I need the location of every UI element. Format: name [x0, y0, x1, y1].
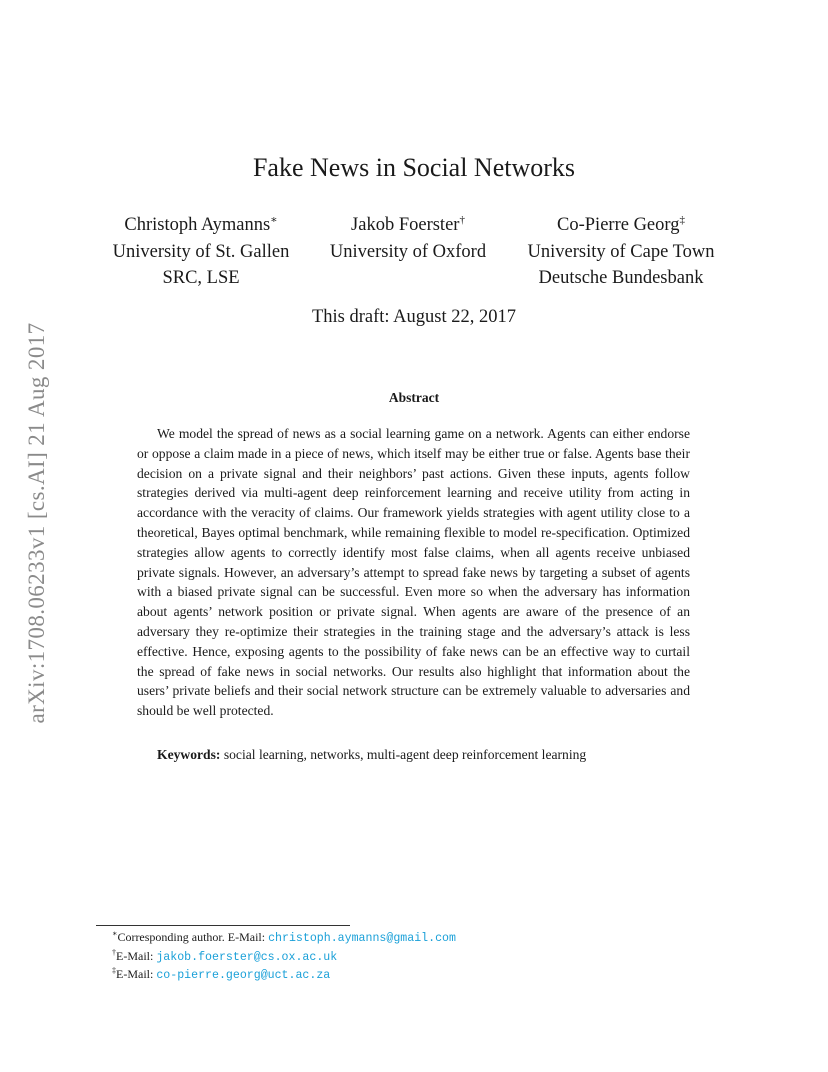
keywords-label: Keywords: [157, 747, 221, 762]
author-footnote-mark: ∗ [270, 214, 278, 226]
abstract-heading: Abstract [388, 390, 440, 405]
author-name [96, 212, 306, 239]
keywords [157, 747, 697, 763]
email-link[interactable]: co-pierre.georg@uct.ac.za [156, 969, 331, 982]
footnote-mark: ∗ [112, 929, 118, 938]
author-name-text: Jakob Foerster [351, 215, 460, 235]
footnote [112, 948, 456, 967]
email-link[interactable]: christoph.aymanns@gmail.com [268, 932, 456, 945]
footnote-mark: ‡ [112, 966, 116, 975]
footnote-prefix: E-Mail: [116, 967, 157, 981]
author-affiliation: Deutsche Bundesbank [538, 268, 704, 288]
footnote-mark: † [112, 947, 116, 957]
author-affiliation: University of St. Gallen [112, 241, 290, 262]
footnote [112, 966, 456, 985]
footnote-rule [96, 925, 350, 926]
author-name-text: Co-Pierre Georg [557, 215, 680, 235]
author-name [308, 212, 508, 239]
author-name [510, 212, 732, 239]
author-footnote-mark: ‡ [679, 214, 685, 226]
footnotes [112, 929, 456, 985]
keywords-text: social learning, networks, multi-agent deep reinforcement learning [223, 747, 587, 762]
arxiv-stamp: arXiv:1708.06233v1 [cs.AI] 21 Aug 2017 [24, 322, 49, 724]
author-affiliation: University of Cape Town [527, 241, 715, 262]
author-affiliation: University of Oxford [329, 241, 487, 262]
email-link[interactable]: jakob.foerster@cs.ox.ac.uk [156, 950, 338, 964]
footnote-prefix: E-Mail: [116, 948, 157, 963]
author-footnote-mark: † [459, 214, 465, 226]
author-block-foerster [308, 212, 508, 265]
abstract-body: We model the spread of news as a social learning game on a network. Agents can either endorse or oppose a claim made in a piece of news, which itself may be either true or false. Agents base their decision on a private signal and their neighbors’ past actions. Given these inputs, agents follow strategies derived via multi-agent deep reinforcement learning and receive utility from acting in accordance with the veracity of claims. Our framework yields strategies with agent utility close to a theoretical, Bayes optimal benchmark, while remaining flexible to model re-specification. Optimized strategies allow agents to correctly identify most false claims, when all agents receive unbiased private signals. However, an adversary’s attempt to spread fake news by targeting a subset of agents with a biased private signal can be successful. Even more so when the adversary has information about agents’ network position or private signal. When agents are aware of the presence of an adversary they re-optimize their strategies in the training stage and the adversary’s attack is less effective. Hence, exposing agents to the possibility of fake news can be an effective way to curtail the spread of fake news in social networks. Our results also highlight that information about the users’ private beliefs and their social network structure can be extremely valuable to adversaries and should be well protected. [137, 426, 690, 719]
paper-title: Fake News in Social Networks [252, 153, 576, 182]
draft-date: This draft: August 22, 2017 [311, 307, 516, 327]
footnote-prefix: Corresponding author. E-Mail: [117, 930, 269, 944]
footnote [112, 929, 456, 948]
author-affiliation: SRC, LSE [162, 268, 240, 288]
author-name-text: Christoph Aymanns [124, 215, 271, 235]
author-block-aymanns [96, 212, 306, 292]
author-block-georg [510, 212, 732, 292]
